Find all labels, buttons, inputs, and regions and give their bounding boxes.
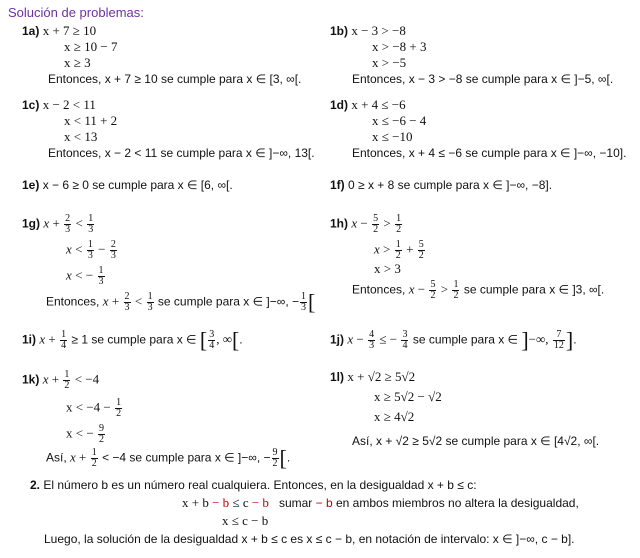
fraction [110,240,117,261]
fraction [401,330,408,351]
label-1d: 1d) [330,98,348,112]
less-sign: < [75,215,83,231]
var-x: x [102,293,109,309]
problem-1e [22,178,233,192]
denominator: 2 [373,224,379,235]
numerator: 2 [124,291,130,302]
entonces: Entonces, [46,294,100,309]
note-sumar: sumar [278,496,316,510]
problem-1k: 1k) x + $\frac{1}{2}$ < −4 [22,369,100,391]
fraction [372,214,379,235]
fraction [418,240,425,261]
denominator: 3 [147,302,153,313]
problem-1h: 1h) x − $\frac{5}{2}$ > $\frac{1}{2}$ [330,213,402,235]
denominator: 3 [110,250,116,261]
numerator: 1 [88,213,94,224]
numerator: 5 [373,213,379,224]
line-1h-3: x > 3 [374,261,401,276]
eq-2-1-red-left: − b [212,495,230,510]
conclusion-1h: Entonces, x − $\frac{5}{2}$ > $\frac{1}{2}$ se cumple para x ∈ ]3, ∞[. [352,279,605,301]
label-1g: 1g) [22,216,40,231]
line-1c-1: x − 2 < 11 [42,97,96,112]
conclusion-1l: Así, x + √2 ≥ 5√2 se cumple para x ∈ [4√2, ∞[. [352,434,600,448]
numerator: 1 [91,447,97,458]
denominator: 2 [64,380,70,391]
line-1d-3: x ≤ −10 [372,129,413,144]
numerator: 1 [64,369,70,380]
label-2: 2. [30,478,41,492]
se-cumple: se cumple para [463,282,546,297]
bracket: ] [521,327,529,353]
denominator: 3 [301,302,306,313]
eq-2-1-red-right: − b [251,495,269,510]
plus-sign: + [52,215,60,231]
line-1l-1: x + √2 ≥ 5√2 [347,369,416,384]
minus-sign: − [85,267,94,283]
denominator: 2 [396,224,402,235]
denominator: 3 [369,340,375,351]
less-sign: < [75,267,83,283]
se-cumple: se cumple para [157,294,240,309]
line-1c-2: x < 11 + 2 [64,113,118,128]
line-1d-2: x ≤ −6 − 4 [372,113,427,128]
fraction [452,280,459,301]
label-1i: 1i) [22,332,37,347]
label-1e: 1e) [22,178,40,192]
label-1f: 1f) [330,178,345,192]
line-1a-2: x ≥ 10 − 7 [64,39,118,54]
numerator: 9 [99,423,105,434]
numerator: 1 [87,239,93,250]
numerator: 1 [116,397,122,408]
line-1k-2 [66,398,123,419]
problem-1c [22,98,96,112]
less-sign: < [75,241,83,257]
line-1l-3: x ≥ 4√2 [374,409,415,424]
denominator: 12 [553,340,564,351]
label-1b: 1b) [330,24,348,38]
label-1c: 1c) [22,98,40,112]
bracket: [ [279,445,287,471]
label-1j: 1j) [330,332,345,347]
denominator: 3 [87,250,93,261]
numerator: 5 [418,239,424,250]
fraction [429,280,436,301]
problem-1a [22,24,96,38]
problem-1g [22,214,95,235]
line-1d-1: x + 4 ≤ −6 [351,97,406,112]
line-1b-2: x > −8 + 3 [372,39,427,54]
label-1k: 1k) [22,372,40,387]
numerator: 3 [402,329,408,340]
text-1f: 0 ≥ x + 8 se cumple para x ∈ ]−∞, −8]. [348,178,553,192]
page-title: Solución de problemas: [8,5,144,20]
var-x: x [66,267,72,283]
final-2: Luego, la solución de la desigualdad x + b ≤ c es x ≤ c − b, en notación de intervalo: x ∈ ]−∞, c − b]. [44,532,575,546]
less-sign: < [134,293,143,309]
numerator: 5 [430,279,436,290]
conclusion-1g [46,289,316,315]
numerator: 1 [61,329,67,340]
numerator: 1 [395,239,401,250]
text-1i: ≥ 1 se cumple para x ∈ [71,332,197,347]
fraction [300,292,307,313]
denominator: 4 [209,340,215,351]
line-1k-2-text: x < −4 − [66,399,111,415]
eq-2-1-mid: ≤ c [229,495,252,510]
fraction [208,330,215,351]
denominator: 4 [61,340,67,351]
fraction [147,292,154,313]
intro-2: El número b es un número real cualquiera. Entonces, en la desigualdad x + b ≤ c: [43,478,477,492]
problem-1j: 1j) x − $\frac{4}{3}$ ≤ − $\frac{3}{4}$ se cumple para x ∈ ]−∞, $\frac{7}{12}$ ]. [330,327,577,353]
fraction [395,214,402,235]
fraction [60,330,67,351]
denominator: 2 [272,458,278,469]
eq-2-2: x ≤ c − b [222,513,269,528]
line-1b-3: x > −5 [372,55,407,70]
fraction [272,448,279,469]
note-rest: en ambos miembros no altera la desigualdad, [332,496,579,510]
denominator: 2 [395,250,401,261]
denominator: 2 [430,290,436,301]
denominator: 4 [402,340,408,351]
fraction [98,424,105,445]
infinity: , ∞ [216,331,232,347]
conclusion-1c: Entonces, x − 2 < 11 se cumple para x ∈ ]−∞, 13[. [48,146,315,160]
problem-1i: 1i) x + $\frac{1}{4}$ ≥ 1 se cumple para x ∈ [ $\frac{3}{4}$ , ∞[. [22,327,243,353]
line-1g-2 [66,240,118,261]
bracket: [ [231,327,240,353]
numerator: 7 [553,330,565,341]
label-1l: 1l) [330,370,345,384]
label-1h: 1h) [330,216,348,231]
numerator: 9 [272,447,278,458]
fraction [98,266,105,287]
interval: x ∈ ]3, ∞[. [549,282,605,297]
rhs-1k: < −4 [74,371,100,387]
asi: Así, [46,450,67,465]
line-1a-1: x + 7 ≥ 10 [42,23,97,38]
eq-2-1 [182,496,579,510]
interval-prefix: x ∈ ]−∞, − [243,294,299,309]
denominator: 3 [88,224,94,235]
entonces: Entonces, [352,282,406,297]
eq-2-1-left: x + b [182,495,213,510]
fraction [64,214,71,235]
denominator: 3 [124,302,130,313]
numerator: 1 [147,291,153,302]
numerator: 2 [110,239,116,250]
var-x: x [43,215,50,231]
line-1c-3: x < 13 [64,129,98,144]
problem-1f [330,178,552,192]
conclusion-1a: Entonces, x + 7 ≥ 10 se cumple para x ∈ [3, ∞[. [48,72,302,86]
var-x: x [66,241,72,257]
denominator: 2 [116,408,122,419]
fraction [395,240,402,261]
denominator: 2 [99,434,105,445]
fraction [115,398,122,419]
denominator: 2 [418,250,424,261]
numerator: 1 [453,279,459,290]
text-1j: se cumple para x ∈ [412,332,518,347]
line-1h-2: x > $\frac{1}{2}$ + $\frac{5}{2}$ [374,239,424,261]
problem-1d [330,98,406,112]
line-1g-3 [66,266,106,287]
line-1b-1: x − 3 > −8 [351,23,406,38]
bracket: ] [565,327,574,353]
numerator: 3 [209,329,215,340]
text-1e: x − 6 ≥ 0 se cumple para x ∈ [6, ∞[. [42,178,233,192]
fraction [368,330,375,351]
line-1k-3-text: x < − [66,425,94,441]
bracket: [ [308,289,316,315]
denominator: 3 [65,224,71,235]
conclusion-1b: Entonces, x − 3 > −8 se cumple para x ∈ ]−5, ∞[. [352,72,614,86]
fraction [87,214,94,235]
fraction [124,292,131,313]
problem-1l [330,370,415,384]
conclusion-1d: Entonces, x + 4 ≤ −6 se cumple para x ∈ ]−∞, −10]. [352,146,627,160]
text-1k: < −4 se cumple para x ∈ ]−∞, − [102,450,271,465]
bracket: [ [199,327,208,353]
denominator: 2 [91,458,97,469]
fraction [63,370,70,391]
numerator: 1 [396,213,402,224]
denominator: 2 [453,290,459,301]
line-1a-3: x ≥ 3 [64,55,91,70]
interval-prefix: −∞, [528,331,549,347]
line-1k-3 [66,424,106,445]
numerator: 4 [369,329,375,340]
note-red: − b [315,496,333,510]
fraction [91,448,98,469]
fraction [87,240,94,261]
numerator: 1 [98,265,104,276]
plus-sign: + [111,293,120,309]
problem-1b [330,24,406,38]
numerator: 1 [301,291,306,302]
conclusion-1k: Así, x + $\frac{1}{2}$ < −4 se cumple para x ∈ ]−∞, − $\frac{9}{2}$ [. [46,445,291,471]
problem-2 [30,478,477,492]
denominator: 3 [98,276,104,287]
label-1a: 1a) [22,24,40,38]
fraction [553,330,565,351]
line-1l-2: x ≥ 5√2 − √2 [374,389,442,404]
numerator: 2 [65,213,71,224]
minus-sign: − [98,241,106,257]
